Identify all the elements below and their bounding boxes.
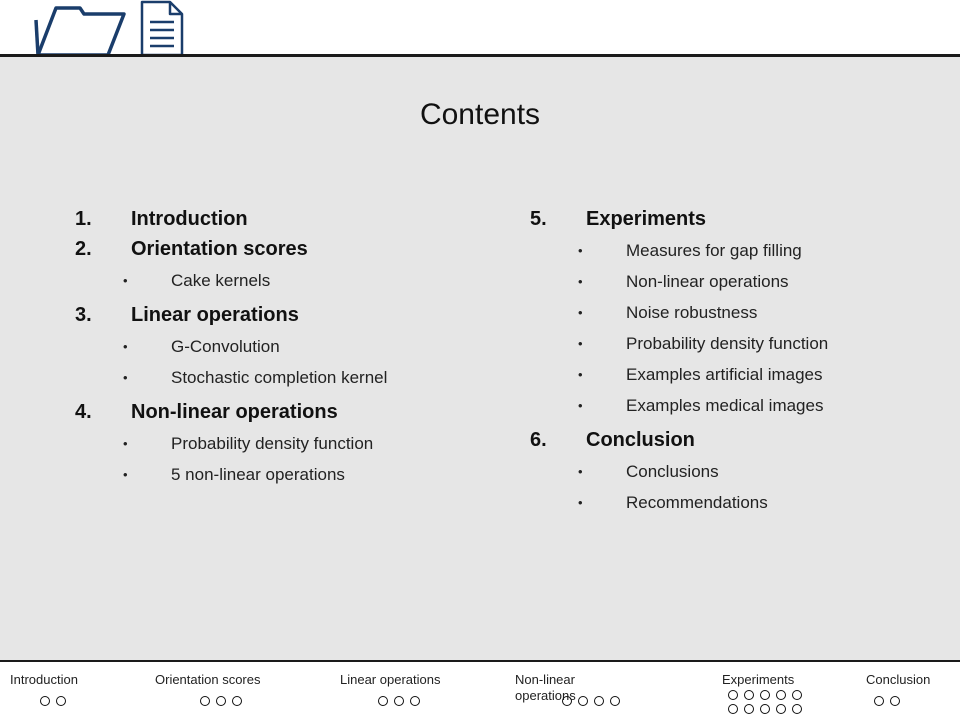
contents-right-column bbox=[530, 206, 910, 523]
nav-slide-dot[interactable] bbox=[890, 696, 900, 706]
bullet-item: • Noise robustness bbox=[530, 302, 910, 324]
nav-slide-dot[interactable] bbox=[776, 690, 786, 700]
nav-slide-dot[interactable] bbox=[594, 696, 604, 706]
section-label: Linear operations bbox=[131, 304, 299, 326]
bullet-item: • Examples medical images bbox=[530, 395, 910, 417]
nav-slide-dot[interactable] bbox=[792, 704, 802, 714]
bullet-item: • Examples artificial images bbox=[530, 364, 910, 386]
nav-label: Non-linear operations bbox=[515, 672, 576, 703]
nav-slide-dot[interactable] bbox=[874, 696, 884, 706]
folder-icon bbox=[38, 8, 124, 55]
nav-slide-dot[interactable] bbox=[744, 690, 754, 700]
section-number: 5. bbox=[530, 208, 547, 230]
nav-introduction[interactable] bbox=[10, 672, 120, 688]
section-label: Conclusion bbox=[586, 429, 695, 451]
slide-title: Contents bbox=[419, 98, 541, 131]
section-number: 6. bbox=[530, 429, 547, 451]
nav-linear-operations[interactable] bbox=[340, 672, 450, 688]
bullet-item: • 5 non-linear operations bbox=[75, 464, 455, 486]
section-number: 3. bbox=[75, 304, 92, 326]
section-number: 4. bbox=[75, 401, 92, 423]
nav-slide-dot[interactable] bbox=[792, 690, 802, 700]
section-non-linear-operations bbox=[75, 399, 455, 425]
nav-label: Orientation scores bbox=[155, 672, 261, 687]
bullet-item: • Probability density function bbox=[75, 433, 455, 455]
bullet-item: • Stochastic completion kernel bbox=[75, 367, 455, 389]
nav-slide-dot[interactable] bbox=[232, 696, 242, 706]
nav-slide-dot[interactable] bbox=[776, 704, 786, 714]
nav-slide-dot[interactable] bbox=[378, 696, 388, 706]
bullet-item: • Recommendations bbox=[530, 492, 910, 514]
bullet-item: • Probability density function bbox=[530, 333, 910, 355]
nav-slide-dot[interactable] bbox=[728, 704, 738, 714]
bullet-item: • G-Convolution bbox=[75, 336, 455, 358]
document-icon bbox=[142, 2, 182, 55]
section-experiments bbox=[530, 206, 910, 232]
section-introduction bbox=[75, 206, 455, 232]
contents-left-column bbox=[75, 206, 455, 495]
nav-slide-dot[interactable] bbox=[562, 696, 572, 706]
section-conclusion bbox=[530, 427, 910, 453]
nav-slide-dot[interactable] bbox=[760, 704, 770, 714]
nav-conclusion[interactable] bbox=[866, 672, 946, 688]
nav-slide-dot[interactable] bbox=[760, 690, 770, 700]
bullet-item: • Non-linear operations bbox=[530, 271, 910, 293]
nav-slide-dot[interactable] bbox=[610, 696, 620, 706]
nav-slide-dot[interactable] bbox=[216, 696, 226, 706]
section-label: Introduction bbox=[131, 208, 248, 230]
nav-slide-dot[interactable] bbox=[40, 696, 50, 706]
section-number: 2. bbox=[75, 238, 92, 260]
nav-label: Linear operations bbox=[340, 672, 441, 687]
bullet-item: • Measures for gap filling bbox=[530, 240, 910, 262]
footer-nav bbox=[0, 662, 960, 720]
bullet-item: • Cake kernels bbox=[75, 270, 455, 292]
section-label: Non-linear operations bbox=[131, 401, 338, 423]
nav-slide-dot[interactable] bbox=[744, 704, 754, 714]
nav-slide-dot[interactable] bbox=[200, 696, 210, 706]
nav-slide-dot[interactable] bbox=[728, 690, 738, 700]
header bbox=[0, 0, 960, 56]
folder-document-logo-icon bbox=[28, 0, 198, 60]
nav-orientation-scores[interactable] bbox=[155, 672, 265, 688]
nav-label: Experiments bbox=[722, 672, 795, 687]
nav-slide-dot[interactable] bbox=[578, 696, 588, 706]
section-label: Orientation scores bbox=[131, 238, 308, 260]
nav-label: Conclusion bbox=[866, 672, 931, 687]
section-number: 1. bbox=[75, 208, 92, 230]
section-linear-operations bbox=[75, 302, 455, 328]
section-label: Experiments bbox=[586, 208, 707, 230]
nav-slide-dot[interactable] bbox=[410, 696, 420, 706]
bullet-item: • Conclusions bbox=[530, 461, 910, 483]
nav-slide-dot[interactable] bbox=[394, 696, 404, 706]
nav-slide-dot[interactable] bbox=[56, 696, 66, 706]
nav-label: Introduction bbox=[10, 672, 78, 687]
nav-experiments[interactable] bbox=[722, 672, 802, 688]
section-orientation-scores bbox=[75, 236, 455, 262]
